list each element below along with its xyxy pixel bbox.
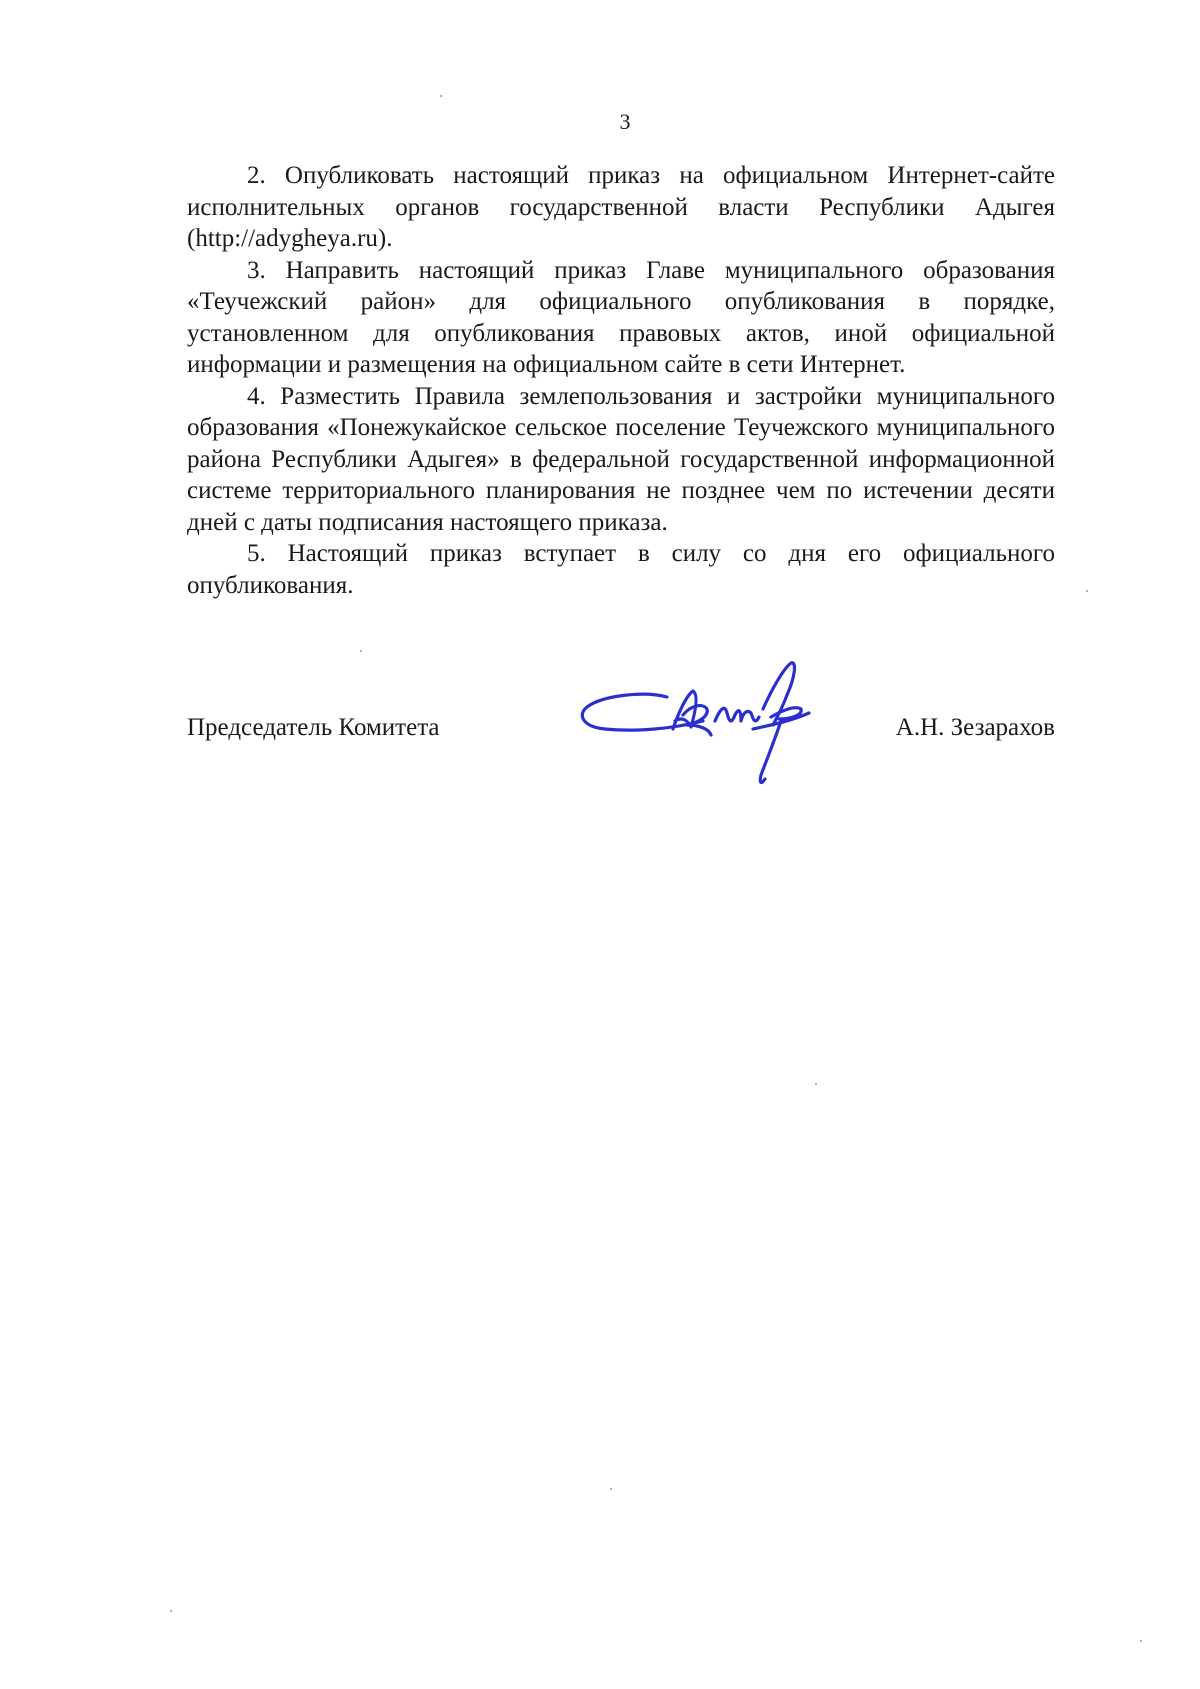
scan-speck — [170, 1610, 172, 1612]
handwritten-signature — [575, 655, 835, 805]
paragraph-item-5: 5. Настоящий приказ вступает в силу со дня его официального опубликования. — [187, 540, 1055, 599]
signer-name: А.Н. Зезарахов — [895, 714, 1055, 741]
signer-position: Председатель Комитета — [187, 714, 440, 741]
scan-speck — [1140, 1640, 1142, 1642]
paragraph-item-4: 4. Разместить Правила землепользования и застройки муниципального образования «Понежукайское сельское поселение Теучежского муниципального района Республики Адыгея» в федеральной государственной информационной системе территориального планирования не позднее чем по истечении десяти дней с даты подписания настоящего приказа. — [187, 382, 1055, 536]
page-number: 3 — [619, 109, 631, 134]
scan-speck — [1086, 590, 1088, 592]
scan-speck — [360, 650, 362, 652]
scan-speck — [815, 1083, 817, 1085]
paragraph-item-2: 2. Опубликовать настоящий приказ на официальном Интернет-сайте исполнительных органов государственной власти Республики Адыгея (http://adygheya.ru). — [187, 162, 1055, 252]
scan-speck — [440, 95, 442, 97]
paragraph-item-3: 3. Направить настоящий приказ Главе муниципального образования «Теучежский район» для официального опубликования в порядке, установленном для опубликования правовых актов, иной официальной информации и размещения на официальном сайте в сети Интернет. — [187, 256, 1055, 378]
scan-speck — [610, 1488, 612, 1490]
document-body — [187, 160, 1055, 601]
